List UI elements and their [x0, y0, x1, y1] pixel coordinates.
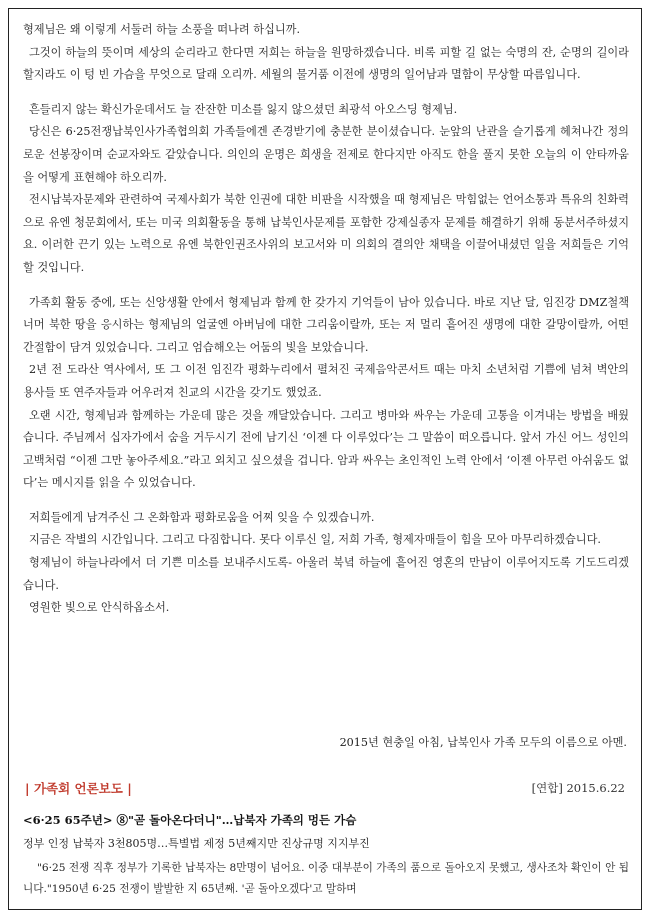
letter-paragraph: 형제님은 왜 이렇게 서둘러 하늘 소풍을 떠나려 하십니까.: [23, 23, 301, 36]
memorial-letter: [23, 19, 629, 620]
letter-paragraph: 오랜 시간, 형제님과 함께하는 가운데 많은 것을 깨달았습니다. 그리고 병마와 싸우는 가운데 고통을 이겨내는 방법을 배웠습니다. 주님께서 십자가에서 숨을 거두시기 전에 남기신 ‘이젠 다 이루었다’는 그 말씀이 떠오릅니다. 앞서 가신 어느 성인의 고백처럼 “이젠 그만 놓아주세요.”라고 외치고 싶으셨을 겁니다. 암과 싸우는 초인적인 노력 안에서 ‘이젠 아무런 아쉬움도 없다’는 메시지를 읽을 수 있었습니다.: [23, 408, 629, 490]
letter-paragraph: 저희들에게 남겨주신 그 온화함과 평화로움을 어찌 잊을 수 있겠습니까.: [29, 510, 375, 524]
title-bar-left: |: [25, 781, 30, 796]
title-bar-right: |: [127, 781, 132, 796]
press-section-header: [19, 779, 631, 801]
letter-paragraph: 그것이 하늘의 뜻이며 세상의 순리라고 한다면 저희는 하늘을 원망하겠습니다. 비록 피할 길 없는 숙명의 잔, 순명의 길이라 할지라도 이 텅 빈 가슴을 무엇으로 달래 오리까. 세월의 물거품 이전에 생명의 일어남과 멸함이 무상할 따름입니다.: [23, 45, 629, 82]
press-section-label: 가족회 언론보도: [33, 781, 123, 796]
letter-paragraph: 당신은 6·25전쟁납북인사가족협의회 가족들에겐 존경받기에 충분한 분이셨습니다. 눈앞의 난관을 슬기롭게 헤쳐나간 정의로운 선봉장이며 순교자와도 같았습니다. 의인의 운명은 희생을 전제로 한다지만 아직도 한을 풀지 못한 오늘의 이 안타까움을 어떻게 표현해야 하오리까.: [23, 125, 629, 184]
news-headline: <6·25 65주년> ⑧"곧 돌아온다더니"…납북자 가족의 멍든 가슴: [23, 813, 357, 827]
document-frame: [8, 8, 642, 910]
letter-paragraph: 2년 전 도라산 역사에서, 또 그 이전 임진각 평화누리에서 펼쳐진 국제음악콘서트 때는 마치 소년처럼 기쁨에 넘쳐 벽안의 용사들 또 연주자들과 어우러져 친교의 시간을 갖기도 했었죠.: [23, 363, 629, 399]
letter-paragraph: 지금은 작별의 시간입니다. 그리고 다짐합니다. 못다 이루신 일, 저희 가족, 형제자매들이 힘을 모아 마무리하겠습니다.: [29, 533, 601, 547]
press-section-title: [25, 779, 132, 797]
letter-signature: 2015년 현충일 아침, 납북인사 가족 모두의 이름으로 아멘.: [339, 736, 627, 749]
letter-paragraph: 영원한 빛으로 안식하옵소서.: [29, 601, 170, 615]
letter-paragraph: 전시납북자문제와 관련하여 국제사회가 북한 인권에 대한 비판을 시작했을 때 형제님은 막힘없는 언어소통과 특유의 친화력으로 유엔 청문회에서, 또는 미국 의회활동을 통해 납북인사문제를 포함한 강제실종자 문제를 해결하기 위해 동분서주하셨지요. 이러한 끈기 있는 노력으로 유엔 북한인권조사위의 보고서와 미 의회의 결의안 채택을 이끌어내셨던 일을 저희들은 기억할 것입니다.: [23, 193, 629, 274]
letter-paragraph: 가족회 활동 중에, 또는 신앙생활 안에서 형제님과 함께 한 갖가지 기억들이 남아 있습니다. 바로 지난 달, 임진강 DMZ철책너머 북한 땅을 응시하는 형제님의 얼굴엔 아버님에 대한 그리움이랄까, 또는 저 멀리 흩어진 생명에 대한 갈망이랄까, 어떤 간절함이 담겨 있었습니다. 그리고 엄습해오는 어둠의 빛을 보았습니다.: [23, 295, 629, 354]
letter-paragraph: 형제님이 하늘나라에서 더 기쁜 미소를 보내주시도록- 아울러 북녘 하늘에 흩어진 영혼의 만남이 이루어지도록 기도드리겠습니다.: [23, 556, 629, 592]
news-source-date: [연합] 2015.6.22: [531, 781, 625, 795]
news-subheadline: 정부 인정 납북자 3천805명…특별법 제정 5년째지만 진상규명 지지부진: [23, 837, 370, 850]
news-body: "6·25 전쟁 직후 정부가 기록한 납북자는 8만명이 넘어요. 이중 대부분이 가족의 품으로 돌아오지 못했고, 생사조차 확인이 안 됩니다."1950년 6·25 전쟁이 발발한 지 65년째. '곧 돌아오겠다'고 말하며: [23, 862, 629, 895]
letter-paragraph: 흔들리지 않는 확신가운데서도 늘 잔잔한 미소를 잃지 않으셨던 최광석 아오스딩 형제님.: [29, 102, 458, 116]
